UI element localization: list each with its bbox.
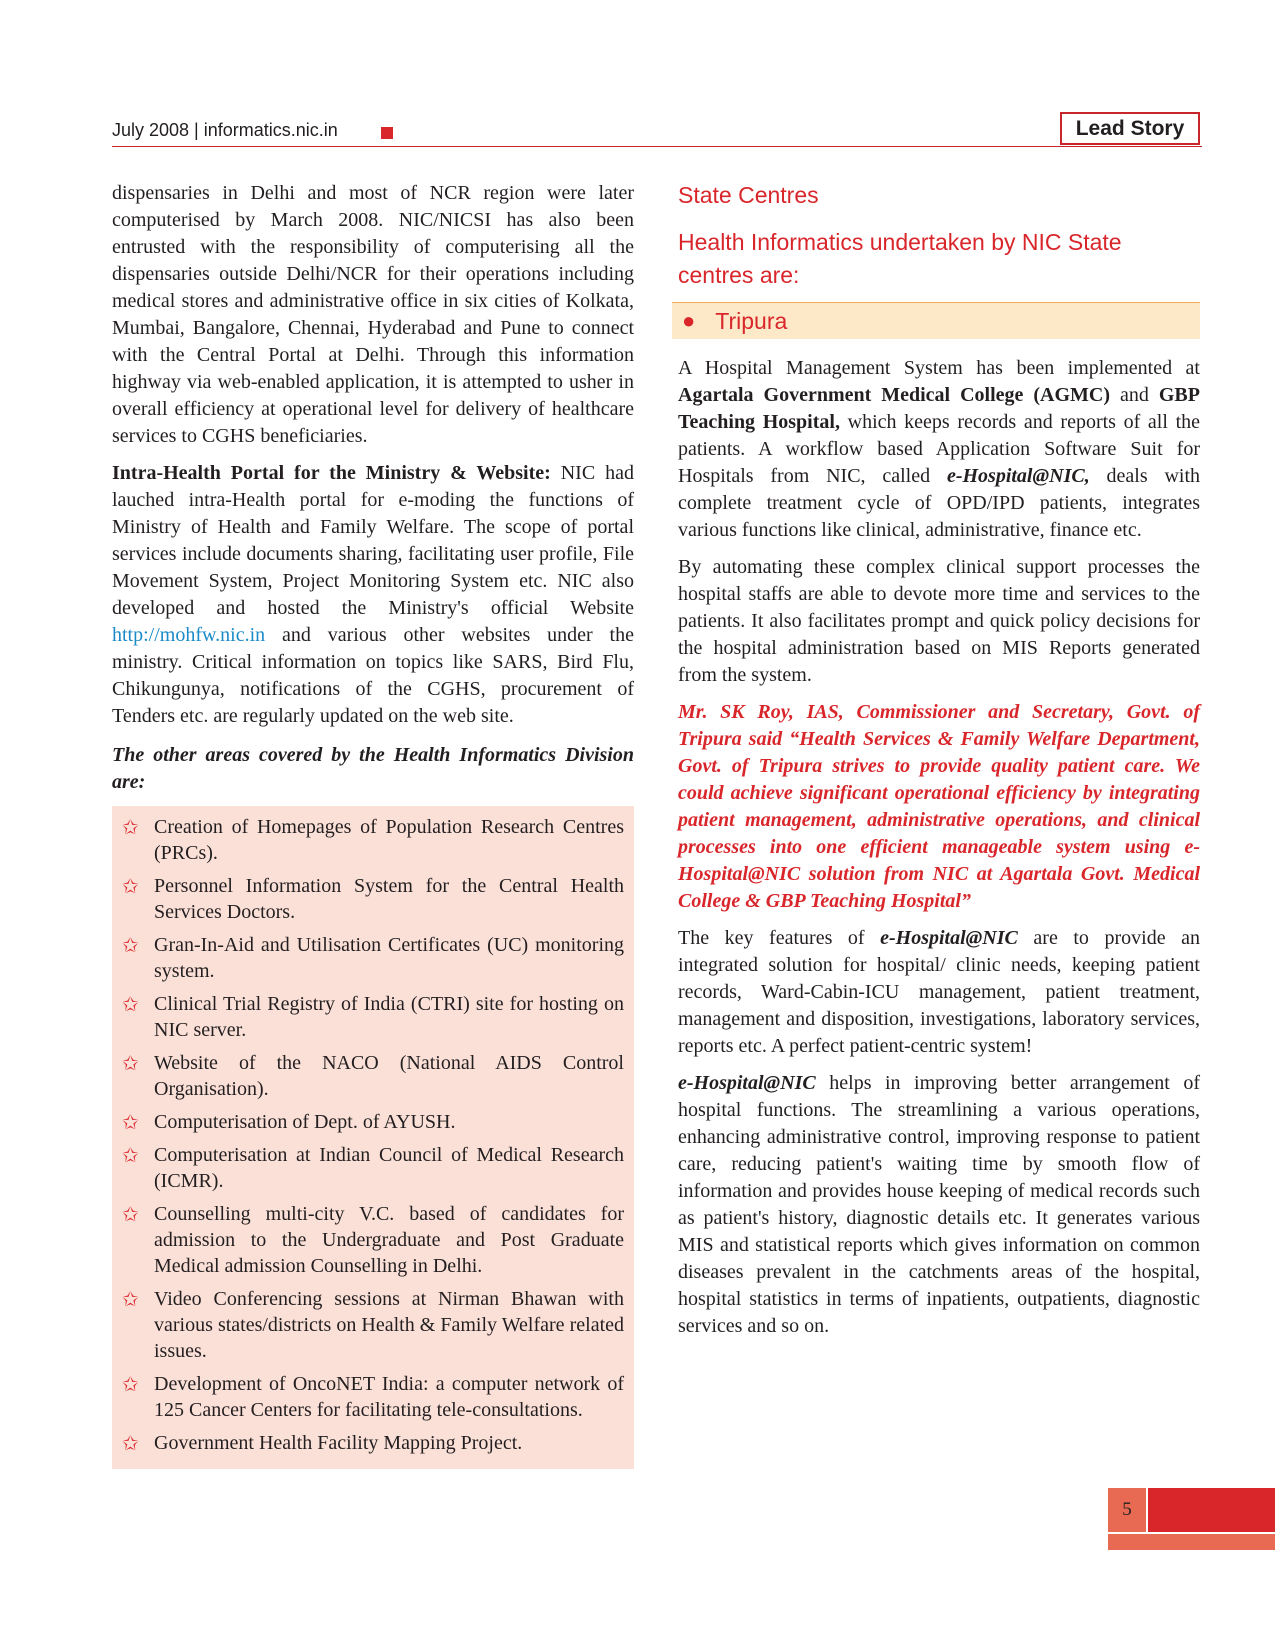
- star-icon: ✩: [122, 1143, 139, 1167]
- list-item-text: Creation of Homepages of Population Research Centres (PRCs).: [154, 816, 624, 864]
- sk-roy-quote: Mr. SK Roy, IAS, Commissioner and Secretary, Govt. of Tripura said “Health Services & Family Welfare Department, Govt. of Tripura strives to provide quality patient care. We could achieve significant operational efficiency by integrating patient management, administrative operations, and clinical processes into one efficient manageable system using e-Hospital@NIC solution from NIC at Agartala Govt. Medical College & GBP Teaching Hospital”: [678, 701, 1200, 912]
- list-item-text: Government Health Facility Mapping Project.: [154, 1432, 523, 1454]
- list-item-text: Development of OncoNET India: a computer network of 125 Cancer Centers for facilitating tele-consultations.: [154, 1373, 624, 1421]
- key-features-text-a: The key features of: [678, 927, 881, 949]
- list-item-text: Personnel Information System for the Central Health Services Doctors.: [154, 875, 624, 923]
- paragraph-hms: [678, 355, 1200, 544]
- list-item-text: Website of the NACO (National AIDS Control Organisation).: [154, 1052, 624, 1100]
- paragraph-intra-health: [112, 460, 634, 730]
- hms-gbp: GBP Teaching Hospital,: [678, 384, 1200, 433]
- star-icon: ✩: [122, 1372, 139, 1396]
- hms-text-e: deals with complete treatment cycle of OPD/IPD patients, integrates various functions like clinical, administrative, finance etc.: [678, 465, 1201, 541]
- intra-health-heading: Intra-Health Portal for the Ministry & Website:: [112, 462, 551, 484]
- areas-box: [112, 806, 634, 1469]
- list-item: [120, 932, 624, 984]
- paragraph-automation: By automating these complex clinical support processes the hospital staffs are able to devote more time and services to the patients. It also facilitates prompt and quick policy decisions for the hospital administration based on MIS Reports generated from the system.: [678, 556, 1200, 686]
- intra-health-text-b: and various other websites under the ministry. Critical information on topics like SARS, Bird Flu, Chikungunya, notifications of the CGHS, procurement of Tenders etc. are regularly updated on the web site.: [112, 624, 634, 727]
- star-icon: ✩: [122, 1202, 139, 1226]
- header-rule: [112, 146, 1202, 147]
- tripura-label: Tripura: [715, 307, 788, 334]
- areas-heading: The other areas covered by the Health Informatics Division are:: [112, 744, 634, 793]
- paragraph-dispensaries: dispensaries in Delhi and most of NCR region were later computerised by March 2008. NIC/NICSI has also been entrusted with the responsibility of computerising all the dispensaries outside Delhi/NCR for their operations including medical stores and administrative office in six cities of Kolkata, Mumbai, Bangalore, Chennai, Hyderabad and Pune to connect with the Central Portal at Delhi. Through this information highway via web-enabled application, it is attempted to usher in overall efficiency at operational level for delivery of healthcare services to CGHS beneficiaries.: [112, 182, 634, 447]
- bullet-icon: ●: [682, 308, 696, 333]
- star-icon: ✩: [122, 1431, 139, 1455]
- list-item-text: Clinical Trial Registry of India (CTRI) site for hosting on NIC server.: [154, 993, 624, 1041]
- star-icon: ✩: [122, 933, 139, 957]
- key-features-text-b: are to provide an integrated solution for hospital/ clinic needs, keeping patient records, Ward-Cabin-ICU management, patient treatment, management and disposition, investigations, laboratory services, reports etc. A perfect patient-centric system!: [678, 927, 1200, 1057]
- right-column: [678, 180, 1200, 1340]
- list-item-text: Computerisation at Indian Council of Medical Research (ICMR).: [154, 1144, 624, 1192]
- hms-text-c: and: [1110, 384, 1159, 406]
- list-item: [120, 1430, 624, 1456]
- star-icon: ✩: [122, 992, 139, 1016]
- paragraph-key-features: [678, 925, 1200, 1060]
- paragraph-improvements: [678, 1070, 1200, 1340]
- improvements-ehospital: e-Hospital@NIC: [678, 1072, 816, 1094]
- header-date-site: July 2008 | informatics.nic.in: [112, 120, 338, 140]
- health-informatics-title: Health Informatics undertaken by NIC State centres are:: [678, 229, 1122, 288]
- section-label: Lead Story: [1060, 112, 1200, 145]
- list-item: [120, 991, 624, 1043]
- state-centres-title: State Centres: [678, 182, 819, 208]
- list-item-text: Video Conferencing sessions at Nirman Bhawan with various states/districts on Health & Family Welfare related issues.: [154, 1288, 624, 1362]
- star-icon: ✩: [122, 1051, 139, 1075]
- list-item-text: Gran-In-Aid and Utilisation Certificates (UC) monitoring system.: [154, 934, 624, 982]
- improvements-text: helps in improving better arrangement of hospital functions. The streamlining a various operations, enhancing administrative control, improving response to patient care, reducing patient's waiting time by smooth flow of information and provides house keeping of medical records such as patient's history, diagnostic details etc. It generates various MIS and statistical reports which gives information on common diseases prevalent in the catchments areas of the hospital, hospital statistics in terms of inpatients, outpatients, diagnostic services and so on.: [678, 1072, 1200, 1337]
- header-square-marker: [381, 127, 393, 139]
- intra-health-text-a: NIC had lauched intra-Health portal for e-moding the functions of Ministry of Health and Family Welfare. The scope of portal services include documents sharing, facilitating user profile, File Movement System, Project Monitoring System etc. NIC also developed and hosted the Ministry's official Website: [112, 462, 634, 619]
- list-item-text: Counselling multi-city V.C. based of candidates for admission to the Undergraduate and Post Graduate Medical admission Counselling in Delhi.: [154, 1203, 624, 1277]
- footer-red-bar: [1148, 1488, 1275, 1532]
- areas-list: [120, 814, 624, 1456]
- page-number: 5: [1108, 1488, 1146, 1532]
- list-item: [120, 873, 624, 925]
- list-item: [120, 1050, 624, 1102]
- list-item: [120, 1142, 624, 1194]
- hms-ehospital: e-Hospital@NIC,: [946, 465, 1090, 487]
- tripura-heading: [672, 302, 1200, 339]
- hms-text-a: A Hospital Management System has been implemented at: [678, 357, 1200, 379]
- list-item: [120, 814, 624, 866]
- list-item: [120, 1371, 624, 1423]
- mohfw-link[interactable]: http://mohfw.nic.in: [112, 624, 266, 646]
- hms-agmc: Agartala Government Medical College (AGMC): [678, 384, 1111, 406]
- list-item: [120, 1109, 624, 1135]
- list-item-text: Computerisation of Dept. of AYUSH.: [154, 1111, 456, 1133]
- left-column: [112, 180, 634, 1469]
- star-icon: ✩: [122, 1110, 139, 1134]
- star-icon: ✩: [122, 1287, 139, 1311]
- footer-red-bar-lower: [1108, 1534, 1275, 1550]
- list-item: [120, 1286, 624, 1364]
- hms-text-d: which keeps records and reports of all the patients. A workflow based Application Software Suit for Hospitals from NIC, called: [678, 411, 1201, 487]
- star-icon: ✩: [122, 874, 139, 898]
- key-features-ehospital: e-Hospital@NIC: [880, 927, 1018, 949]
- star-icon: ✩: [122, 815, 139, 839]
- list-item: [120, 1201, 624, 1279]
